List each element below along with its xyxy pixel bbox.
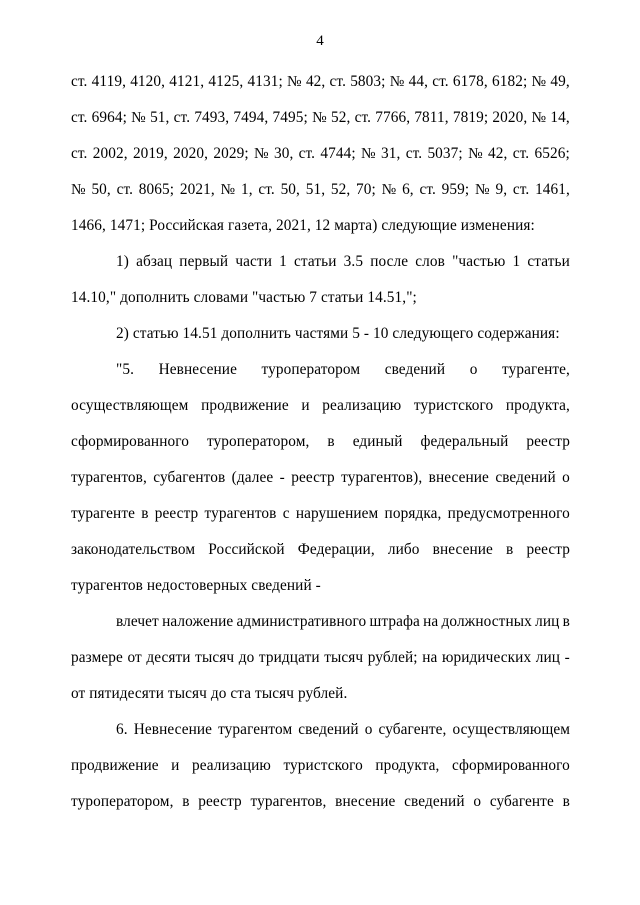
- word: реализацию: [322, 397, 402, 414]
- word: 31,: [381, 145, 401, 162]
- word: №: [531, 109, 547, 126]
- word: 50,: [280, 181, 300, 198]
- word: сформированного: [451, 757, 570, 774]
- word: федеральный: [420, 433, 509, 450]
- text-line: [71, 784, 570, 820]
- text-line: [71, 100, 570, 136]
- word: №: [71, 181, 86, 198]
- word: порядка,: [384, 505, 442, 522]
- word: сведений: [384, 361, 446, 378]
- paragraph: [71, 352, 570, 604]
- word: Невнесение: [133, 721, 213, 738]
- word: туристского: [413, 397, 494, 414]
- word: туроператором: [261, 361, 361, 378]
- word: реализацию: [191, 757, 271, 774]
- word: сведений: [495, 469, 556, 486]
- word: -: [279, 469, 285, 486]
- text-line: [71, 712, 570, 748]
- word: сведений: [298, 721, 359, 738]
- word: №: [361, 145, 376, 162]
- word: турагентом: [218, 721, 293, 738]
- word: 7493,: [194, 109, 230, 126]
- word: 30,: [273, 145, 294, 162]
- word: и: [301, 397, 310, 414]
- word: 6,: [402, 181, 414, 198]
- word: 42,: [305, 73, 326, 90]
- text-line: [71, 244, 570, 280]
- word: №: [468, 145, 483, 162]
- word: туроператором,: [71, 793, 174, 810]
- word: ст.: [432, 73, 449, 90]
- word: 5803;: [350, 73, 386, 90]
- word: тридцати: [258, 649, 320, 666]
- word: внесение: [432, 541, 493, 558]
- word: внесение: [428, 469, 489, 486]
- word: первый: [179, 253, 229, 270]
- word: размере: [71, 649, 123, 666]
- word: реестр: [198, 793, 242, 810]
- word: турагентов,: [71, 469, 147, 486]
- word: 50,: [91, 181, 111, 198]
- word: 4744;: [320, 145, 356, 162]
- word: 1461,: [535, 181, 570, 198]
- word: 9,: [495, 181, 508, 198]
- word: 6.: [116, 721, 128, 738]
- word: субагенте,: [378, 721, 447, 738]
- word: 2020,: [173, 145, 209, 162]
- paragraph: [71, 244, 570, 316]
- text-line: 14.10," дополнить словами "частью 7 статьи 14.51,";: [71, 289, 417, 306]
- word: абзац: [136, 253, 173, 270]
- word: реестр: [154, 505, 199, 522]
- text-line: [71, 64, 570, 100]
- word: до: [238, 649, 255, 666]
- word: на: [423, 613, 439, 630]
- word: 6526;: [534, 145, 570, 162]
- word: 42,: [488, 145, 508, 162]
- word: ст.: [71, 145, 88, 162]
- word: на: [422, 649, 438, 666]
- word: о: [469, 361, 478, 378]
- text-line: [71, 640, 570, 676]
- word: турагентов),: [341, 469, 423, 486]
- word: тысяч: [195, 649, 235, 666]
- word: в: [562, 613, 570, 630]
- word: наложение: [162, 613, 234, 630]
- text-line: [71, 748, 570, 784]
- word: административного: [236, 613, 367, 630]
- text-line: 2) статью 14.51 дополнить частями 5 - 10 следующего содержания:: [116, 325, 560, 342]
- word: 5037;: [427, 145, 463, 162]
- word: 7819;: [452, 109, 489, 126]
- word: в: [141, 505, 149, 522]
- word: туроператором,: [206, 433, 310, 450]
- word: №: [389, 73, 405, 90]
- word: ст.: [512, 181, 530, 198]
- word: от: [127, 649, 142, 666]
- word: 7495;: [272, 109, 308, 126]
- word: 4119,: [91, 73, 126, 90]
- word: 52,: [330, 109, 351, 126]
- word: ст.: [354, 109, 372, 126]
- word: 14,: [550, 109, 570, 126]
- text-line: [71, 352, 570, 388]
- word: с: [282, 505, 290, 522]
- word: и: [171, 757, 180, 774]
- text-line: [71, 532, 570, 568]
- word: 70;: [356, 181, 376, 198]
- word: ст.: [419, 181, 436, 198]
- word: 4125,: [208, 73, 244, 90]
- word: 6178,: [452, 73, 488, 90]
- word: субагенте: [489, 793, 554, 810]
- word: №: [475, 181, 490, 198]
- word: Российской: [208, 541, 285, 558]
- word: 6964;: [91, 109, 127, 126]
- word: лиц: [535, 613, 560, 630]
- word: 44,: [408, 73, 429, 90]
- word: рублей;: [367, 649, 418, 666]
- word: 2020,: [492, 109, 528, 126]
- word: юридических: [441, 649, 532, 666]
- word: турагенте: [71, 505, 135, 522]
- word: реестр: [526, 433, 570, 450]
- word: 4120,: [130, 73, 166, 90]
- word: №: [381, 181, 397, 198]
- word: №: [531, 73, 547, 90]
- word: 2029;: [213, 145, 249, 162]
- word: турагентов: [204, 505, 277, 522]
- word: -: [564, 649, 570, 666]
- word: №: [131, 109, 146, 126]
- word: 6182;: [491, 73, 528, 90]
- paragraph: [71, 604, 570, 712]
- word: 51,: [150, 109, 170, 126]
- word: статьи: [294, 253, 337, 270]
- word: части: [235, 253, 272, 270]
- word: должностных: [441, 613, 532, 630]
- text-line: [71, 460, 570, 496]
- word: о: [562, 469, 570, 486]
- word: 1,: [240, 181, 253, 198]
- word: законодательством: [71, 541, 196, 558]
- word: продукта,: [375, 757, 440, 774]
- word: (далее: [231, 469, 274, 486]
- word: влечет: [116, 613, 159, 630]
- word: реестр: [526, 541, 570, 558]
- word: 7811,: [414, 109, 449, 126]
- word: "5.: [116, 361, 135, 378]
- word: десяти: [146, 649, 191, 666]
- text-line: [71, 136, 570, 172]
- word: 7494,: [233, 109, 269, 126]
- word: 959;: [441, 181, 470, 198]
- word: о: [364, 721, 373, 738]
- word: ст.: [71, 109, 88, 126]
- word: 1: [279, 253, 287, 270]
- word: №: [220, 181, 236, 198]
- word: №: [253, 145, 269, 162]
- word: 3.5: [343, 253, 364, 270]
- word: ст.: [71, 73, 88, 90]
- word: осуществляющем: [452, 721, 570, 738]
- word: продвижение: [71, 757, 159, 774]
- paragraph: [71, 712, 570, 820]
- word: о: [473, 793, 482, 810]
- word: в: [506, 541, 514, 558]
- word: 52,: [330, 181, 351, 198]
- word: статьи: [527, 253, 570, 270]
- word: сформированного: [71, 433, 189, 450]
- word: ст.: [298, 145, 316, 162]
- word: штрафа: [369, 613, 420, 630]
- word: "частью: [452, 253, 506, 270]
- word: предусмотренного: [447, 505, 570, 522]
- word: 51,: [305, 181, 326, 198]
- word: 4131;: [247, 73, 283, 90]
- word: 49,: [550, 73, 570, 90]
- word: турагенте,: [502, 361, 570, 378]
- word: №: [287, 73, 302, 90]
- word: в: [182, 793, 190, 810]
- word: сведений: [404, 793, 465, 810]
- text-line: [71, 388, 570, 424]
- word: ст.: [405, 145, 423, 162]
- word: либо: [387, 541, 420, 558]
- paragraph: [71, 316, 570, 352]
- word: 2002,: [92, 145, 128, 162]
- word: осуществляющем: [71, 397, 189, 414]
- word: субагентов: [153, 469, 226, 486]
- word: турагентов,: [250, 793, 327, 810]
- text-line: от пятидесяти тысяч до ста тысяч рублей.: [71, 685, 348, 702]
- word: 2019,: [132, 145, 168, 162]
- word: 1): [116, 253, 129, 270]
- word: ст.: [258, 181, 275, 198]
- word: Федерации,: [297, 541, 375, 558]
- word: реестр: [291, 469, 335, 486]
- word: 2021,: [179, 181, 215, 198]
- word: Невнесение: [158, 361, 237, 378]
- paragraph: [71, 64, 570, 244]
- page-number: 4: [316, 33, 324, 49]
- word: внесение: [335, 793, 396, 810]
- word: лиц: [535, 649, 561, 666]
- word: тысяч: [324, 649, 364, 666]
- word: ст.: [329, 73, 346, 90]
- text-line: [71, 424, 570, 460]
- text-line: [71, 604, 570, 640]
- text-line: 1466, 1471; Российская газета, 2021, 12 марта) следующие изменения:: [71, 217, 535, 234]
- word: 1: [512, 253, 521, 270]
- word: единый: [352, 433, 403, 450]
- word: №: [312, 109, 327, 126]
- word: в: [327, 433, 335, 450]
- text-line: [71, 172, 570, 208]
- word: в: [562, 793, 570, 810]
- word: продвижение: [201, 397, 289, 414]
- word: после: [370, 253, 409, 270]
- word: ст.: [116, 181, 134, 198]
- word: туристского: [283, 757, 363, 774]
- word: слов: [415, 253, 445, 270]
- word: 4121,: [169, 73, 205, 90]
- text-line: турагентов недостоверных сведений -: [71, 577, 321, 594]
- word: нарушением: [295, 505, 379, 522]
- word: 7766,: [375, 109, 411, 126]
- word: продукта,: [505, 397, 570, 414]
- text-line: [71, 496, 570, 532]
- document-body: [71, 64, 570, 820]
- word: 8065;: [138, 181, 175, 198]
- word: ст.: [173, 109, 191, 126]
- word: ст.: [512, 145, 530, 162]
